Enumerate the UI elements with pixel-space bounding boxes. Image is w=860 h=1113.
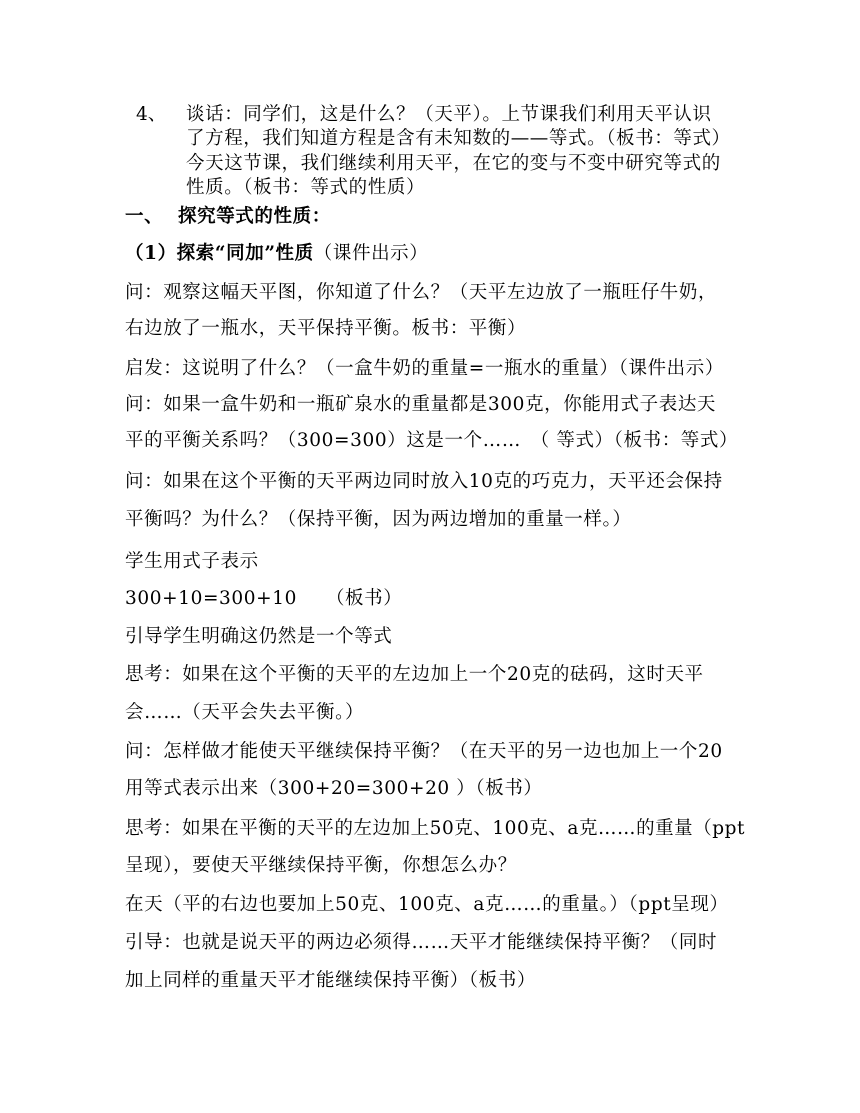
- body-line: 平的平衡关系吗？（300=300）这是一个…… （ 等式）（板书：等式）: [125, 430, 739, 451]
- body-line: 问：怎样做才能使天平继续保持平衡？（在天平的另一边也加上一个20: [125, 741, 723, 762]
- body-line: 问：观察这幅天平图，你知道了什么？（天平左边放了一瓶旺仔牛奶，: [125, 282, 718, 303]
- body-line: 思考：如果在平衡的天平的左边加上50克、100克、a克……的重量（ppt: [125, 818, 745, 839]
- section-number: 一、: [125, 206, 164, 227]
- body-line: 思考：如果在这个平衡的天平的左边加上一个20克的砝码，这时天平: [125, 664, 704, 685]
- item4-line-4: 性质。（板书：等式的性质）: [186, 177, 426, 198]
- body-line: 右边放了一瓶水，天平保持平衡。板书：平衡）: [125, 318, 527, 339]
- body-line: 在天（平的右边也要加上50克、100克、a克……的重量。）（ppt呈现）: [125, 894, 729, 915]
- body-line: 呈现），要使天平继续保持平衡，你想怎么办？: [125, 855, 517, 876]
- body-line: 加上同样的重量天平才能继续保持平衡）（板书）: [125, 970, 536, 991]
- subsection-heading: [125, 242, 428, 266]
- item4-line-2: 了方程，我们知道方程是含有未知数的——等式。（板书：等式）: [186, 128, 731, 149]
- subsection-note: （课件出示）: [313, 243, 429, 264]
- item4-line-1: 谈话：同学们，这是什么？（天平）。上节课我们利用天平认识: [186, 104, 712, 125]
- body-line: 300+10=300+10 （板书）: [125, 588, 403, 609]
- body-line: 引导：也就是说天平的两边必须得……天平才能继续保持平衡？（同时: [125, 932, 718, 953]
- body-line: 会……（天平会失去平衡。）: [125, 702, 365, 723]
- body-line: 用等式表示出来（300+20=300+20 ）（板书）: [125, 778, 543, 799]
- body-line: 启发：这说明了什么？（一盒牛奶的重量=一瓶水的重量）（课件出示）: [125, 358, 724, 379]
- body-line: 学生用式子表示: [125, 551, 259, 572]
- item4-line-3: 今天这节课，我们继续利用天平，在它的变与不变中研究等式的: [186, 153, 721, 174]
- item-number: 4、: [136, 104, 167, 125]
- body-line: 问：如果在这个平衡的天平两边同时放入10克的巧克力，天平还会保持: [125, 471, 723, 492]
- body-line: 问：如果一盒牛奶和一瓶矿泉水的重量都是300克，你能用式子表达天: [125, 394, 717, 415]
- body-line: 平衡吗？为什么？（保持平衡，因为两边增加的重量一样。）: [125, 509, 632, 530]
- section-title: 探究等式的性质：: [178, 206, 331, 227]
- subsection-title: （1）探索“同加”性质: [125, 243, 314, 264]
- body-line: 引导学生明确这仍然是一个等式: [125, 626, 393, 647]
